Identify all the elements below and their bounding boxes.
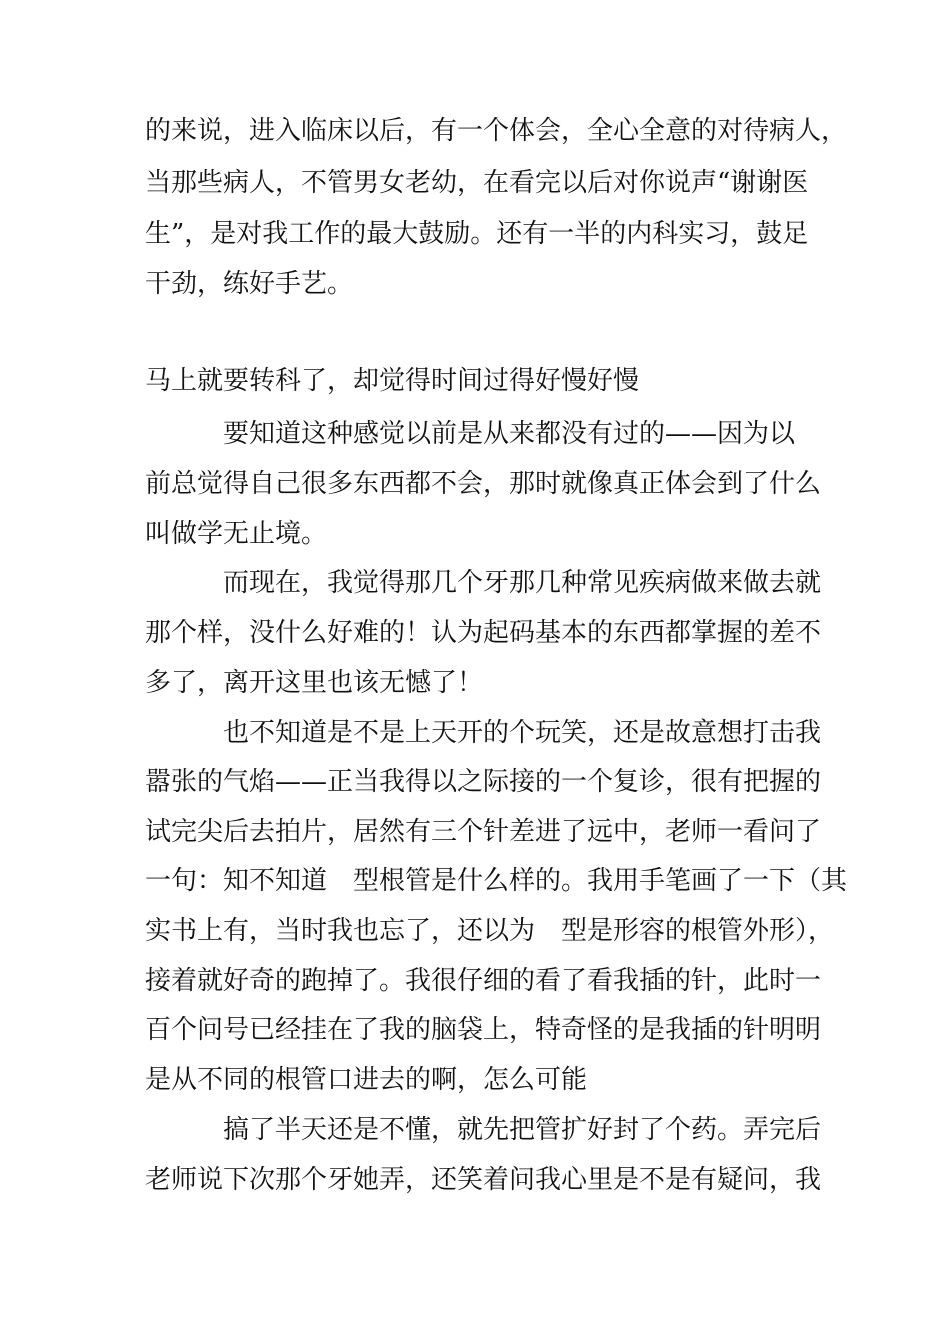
section-heading: 马上就要转科了，却觉得时间过得好慢好慢 [145,366,640,396]
text-line: 多了，离开这里也该无憾了！ [145,668,484,698]
text-line: 生”，是对我工作的最大鼓励。还有一半的内科实习，鼓足 [145,219,809,249]
text-line: 那个样，没什么好难的！认为起码基本的东西都掌握的差不 [145,618,822,648]
text-line: 老师说下次那个牙她弄，还笑着问我心里是不是有疑问，我 [145,1165,822,1195]
text-line: 要知道这种感觉以前是从来都没有过的——因为以 [223,419,796,449]
text-line: 干劲，练好手艺。 [145,269,354,299]
text-line: 是从不同的根管口进去的啊，怎么可能 [145,1065,588,1095]
text-line: 也不知道是不是上天开的个玩笑，还是故意想打击我 [223,718,822,748]
text-line: 接着就好奇的跑掉了。我很仔细的看了看我插的针，此时一 [145,966,822,996]
text-line: 前总觉得自己很多东西都不会，那时就像真正体会到了什么 [145,469,822,499]
text-line: 实书上有，当时我也忘了，还以为 型是形容的根管外形）， [145,916,835,946]
text-line: 的来说，进入临床以后，有一个体会，全心全意的对待病人， [145,116,848,146]
text-line: 百个问号已经挂在了我的脑袋上，特奇怪的是我插的针明明 [145,1015,822,1045]
text-line: 而现在，我觉得那几个牙那几种常见疾病做来做去就 [223,568,822,598]
text-line: 搞了半天还是不懂，就先把管扩好封了个药。弄完后 [223,1115,822,1145]
text-line: 当那些病人，不管男女老幼，在看完以后对你说声“谢谢医 [145,168,809,198]
text-line: 一句：知不知道 型根管是什么样的。我用手笔画了一下（其 [145,866,848,896]
text-line: 叫做学无止境。 [145,519,328,549]
text-line: 试完尖后去拍片，居然有三个针差进了远中，老师一看问了 [145,817,822,847]
text-line: 嚣张的气焰——正当我得以之际接的一个复诊，很有把握的 [145,767,822,797]
